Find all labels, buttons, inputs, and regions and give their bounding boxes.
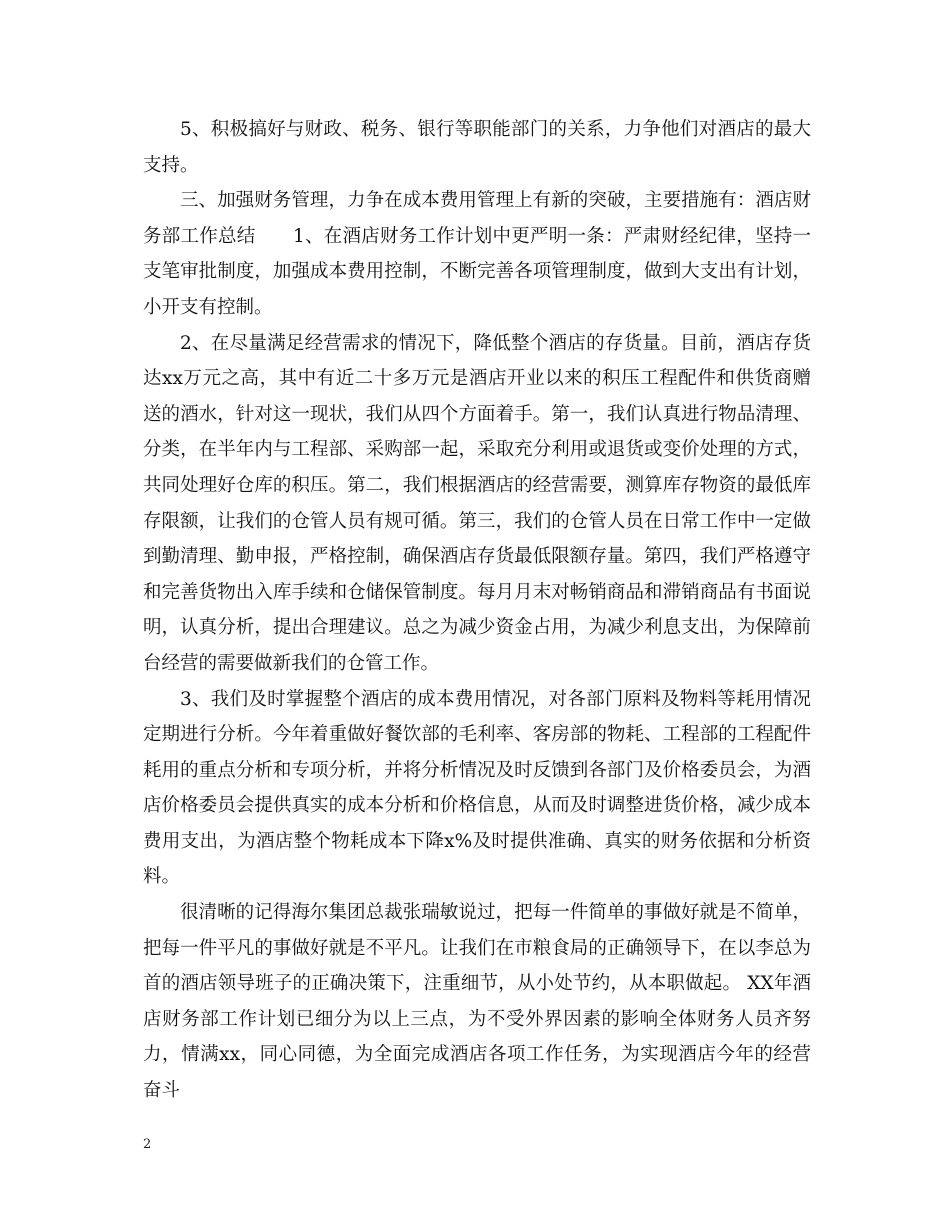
paragraph-section-3: 三、加强财务管理，力争在成本费用管理上有新的突破，主要措施有：酒店财务部工作总结 1、在酒店财务工作计划中更严明一条：严肃财经纪律，坚持一支笔审批制度，加强成本费用控制，不断完善各项管理制度，做到大支出有计划，小开支有控制。 [143, 190, 811, 318]
paragraph-item-5: 5、积极搞好与财政、税务、银行等职能部门的关系，力争他们对酒店的最大支持。 [143, 119, 811, 176]
paragraph-item-2: 2、在尽量满足经营需求的情况下，降低整个酒店的存货量。目前，酒店存货达xx万元之高，其中有近二十多万元是酒店开业以来的积压工程配件和供货商赠送的酒水，针对这一现状，我们从四个方面着手。第一，我们认真进行物品清理、分类，在半年内与工程部、采购部一起，采取充分利用或退货或变价处理的方式，共同处理好仓库的积压。第二，我们根据酒店的经营需要，测算库存物资的最低库存限额，让我们的仓管人员有规可循。第三，我们的仓管人员在日常工作中一定做到勤清理、勤申报，严格控制，确保酒店存货最低限额存量。第四，我们严格遵守和完善货物出入库手续和仓储保管制度。每月月末对畅销商品和滞销商品有书面说明，认真分析，提出合理建议。总之为减少资金占用，为减少利息支出，为保障前台经营的需要做新我们的仓管工作。 [143, 332, 811, 674]
page-number: 2 [143, 1137, 152, 1152]
paragraph-item-3: 3、我们及时掌握整个酒店的成本费用情况，对各部门原料及物料等耗用情况定期进行分析。今年着重做好餐饮部的毛利率、客房部的物耗、工程部的工程配件耗用的重点分析和专项分析，并将分析情况及时反馈到各部门及价格委员会，为酒店价格委员会提供真实的成本分析和价格信息，从而及时调整进货价格，减少成本费用支出，为酒店整个物耗成本下降x%及时提供准确、真实的财务依据和分析资料。 [143, 688, 811, 888]
paragraph-closing: 很清晰的记得海尔集团总裁张瑞敏说过，把每一件简单的事做好就是不简单，把每一件平凡的事做好就是不平凡。让我们在市粮食局的正确领导下，在以李总为首的酒店领导班子的正确决策下，注重细节，从小处节约，从本职做起。 XX年酒店财务部工作计划已细分为以上三点，为不受外界因素的影响全体财务人员齐努力，情满xx，同心同德，为全面完成酒店各项工作任务，为实现酒店今年的经营奋斗 [143, 902, 811, 1102]
document-body [143, 112, 811, 1109]
